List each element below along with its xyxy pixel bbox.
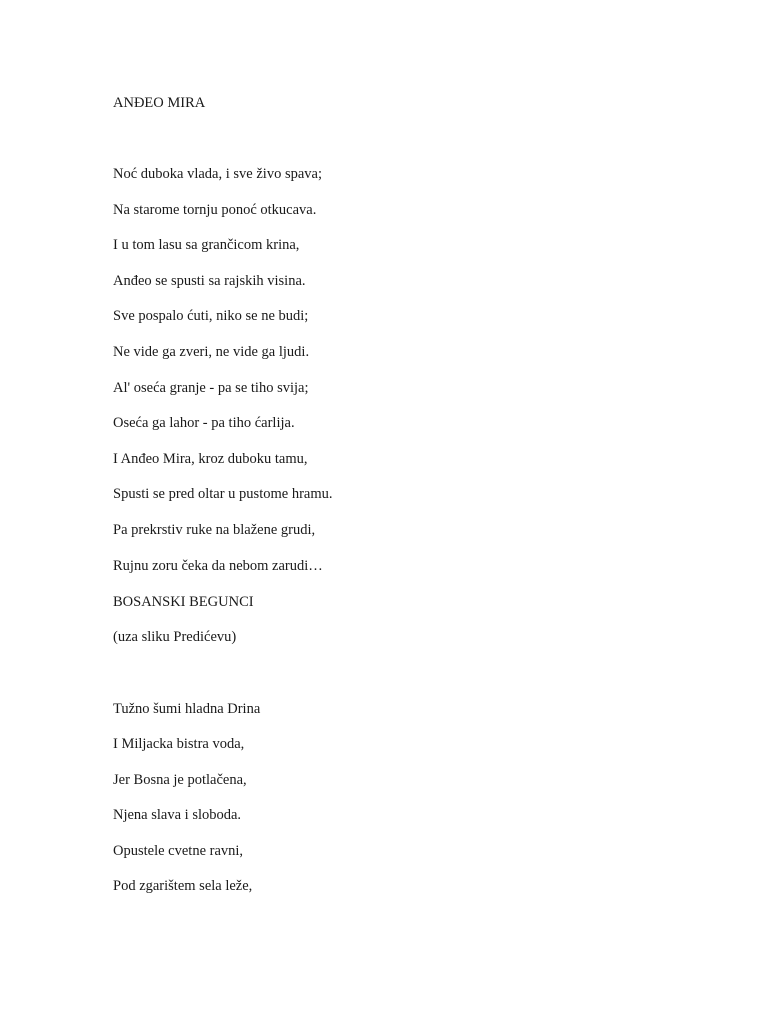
poem-line: Spusti se pred oltar u pustome hramu.: [113, 486, 333, 502]
poem-line: Na starome tornju ponoć otkucava.: [113, 202, 317, 218]
poem-line: I u tom lasu sa grančicom krina,: [113, 237, 300, 253]
poem-title: BOSANSKI BEGUNCI: [113, 594, 254, 610]
poem-line: Jer Bosna je potlačena,: [113, 772, 247, 788]
poem-line: Anđeo se spusti sa rajskih visina.: [113, 273, 306, 289]
poem-title: ANĐEO MIRA: [113, 95, 206, 111]
poem-line: I Anđeo Mira, kroz duboku tamu,: [113, 451, 308, 467]
poem-line: Rujnu zoru čeka da nebom zarudi…: [113, 558, 323, 574]
poem-line: Oseća ga lahor - pa tiho ćarlija.: [113, 415, 295, 431]
poem-line: Sve pospalo ćuti, niko se ne budi;: [113, 308, 309, 324]
poem-line: Opustele cvetne ravni,: [113, 843, 244, 859]
poem-line: Noć duboka vlada, i sve živo spava;: [113, 166, 322, 182]
poem-line: Pa prekrstiv ruke na blažene grudi,: [113, 522, 316, 538]
poem-line: Tužno šumi hladna Drina: [113, 701, 261, 717]
poem-line: Pod zgarištem sela leže,: [113, 878, 253, 894]
poem-line: Al' oseća granje - pa se tiho svija;: [113, 380, 309, 396]
poem-subtitle: (uza sliku Predićevu): [113, 629, 237, 645]
poem-line: Ne vide ga zveri, ne vide ga ljudi.: [113, 344, 310, 360]
poem-line: Njena slava i sloboda.: [113, 807, 242, 823]
poem-line: I Miljacka bistra voda,: [113, 736, 245, 752]
